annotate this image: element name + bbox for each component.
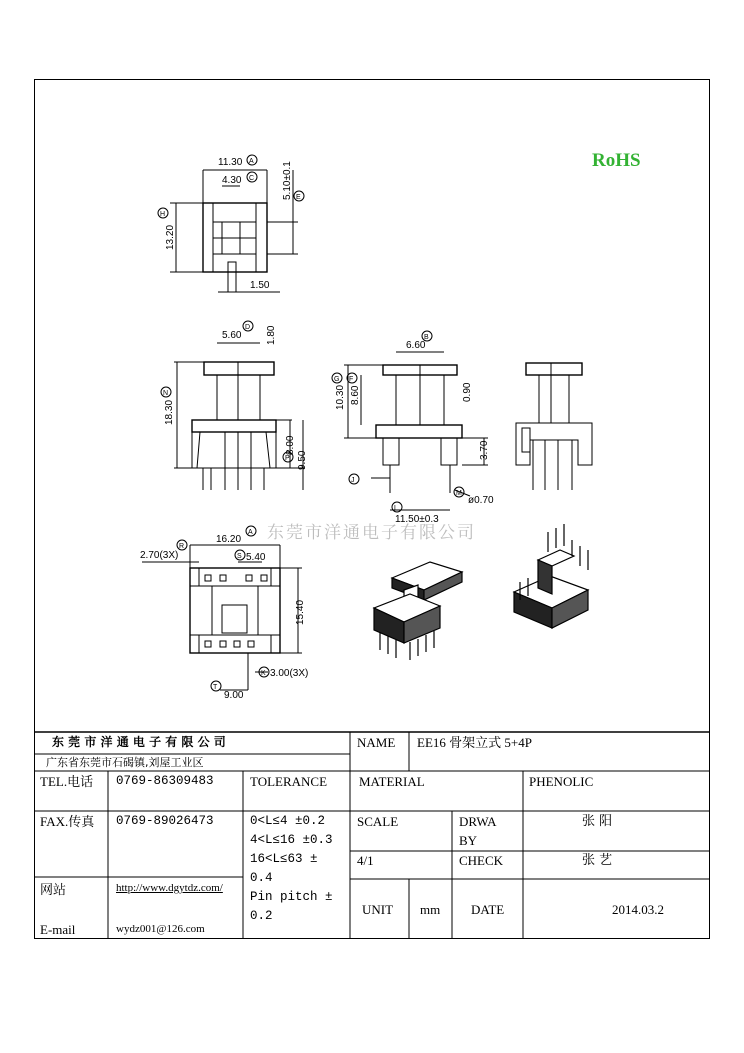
dim-front-pin: 9.50 bbox=[297, 450, 308, 470]
dim-top-pin: 1.50 bbox=[250, 280, 270, 291]
tag-top-e: E bbox=[296, 194, 301, 201]
tag-top-h: H bbox=[160, 211, 166, 218]
end-view bbox=[516, 363, 592, 490]
date-label: DATE bbox=[471, 902, 505, 917]
tel-value: 0769-86309483 bbox=[116, 774, 214, 788]
dim-bottom-slot: 2.70(3X) bbox=[140, 550, 179, 561]
check-value: 张 艺 bbox=[582, 853, 613, 868]
email-label: E-mail bbox=[40, 922, 76, 937]
dim-bottom-width: 16.20 bbox=[216, 534, 242, 545]
date-value: 2014.03.2 bbox=[612, 902, 664, 917]
dim-side-h-d: 3.70 bbox=[479, 440, 490, 460]
company-watermark: 东莞市洋通电子有限公司 bbox=[267, 523, 476, 543]
tolerance-line: 16<L≤63 ± bbox=[250, 852, 318, 866]
tolerance-line: 4<L≤16 ±0.3 bbox=[250, 833, 333, 847]
dim-front-flange: 1.80 bbox=[266, 325, 277, 345]
dim-side-core: 6.60 bbox=[406, 340, 426, 351]
dim-front-height: 18.30 bbox=[164, 399, 175, 425]
dim-side-h-a: 10.30 bbox=[335, 384, 346, 410]
tolerance-table bbox=[250, 812, 333, 926]
dim-side-pin-dia: ø0.70 bbox=[468, 495, 494, 506]
iso-view-1 bbox=[374, 562, 462, 660]
tag-front-n: N bbox=[163, 390, 169, 397]
dim-side-pitch: 11.50±0.3 bbox=[395, 514, 439, 525]
front-view bbox=[161, 321, 308, 490]
tag-side-g: G bbox=[334, 376, 340, 383]
tag-front-d: D bbox=[245, 324, 251, 331]
fax-label: FAX.传真 bbox=[40, 814, 95, 829]
email-value: wydz001@126.com bbox=[116, 923, 205, 935]
drawn-by-value: 张 阳 bbox=[582, 814, 613, 829]
tag-side-f: F bbox=[349, 376, 354, 383]
dim-top-slot: 5.10±0.1 bbox=[282, 161, 293, 200]
material-label: MATERIAL bbox=[359, 774, 425, 789]
bottom-view bbox=[140, 526, 308, 701]
tolerance-line: 0.4 bbox=[250, 871, 273, 885]
tag-top-a: A bbox=[249, 158, 254, 165]
tel-label: TEL.电话 bbox=[40, 774, 94, 789]
top-view bbox=[158, 155, 304, 292]
dim-top-width: 11.30 bbox=[218, 157, 243, 168]
dim-front-top: 5.60 bbox=[222, 330, 242, 341]
tag-bottom-r: R bbox=[179, 543, 185, 550]
website-label: 网站 bbox=[40, 882, 67, 897]
company-name: 东 莞 市 洋 通 电 子 有 限 公 司 bbox=[52, 735, 226, 749]
unit-value: mm bbox=[420, 902, 441, 917]
dim-bottom-pins: 9.00 bbox=[224, 690, 244, 701]
dim-side-h-b: 8.60 bbox=[350, 385, 361, 405]
tolerance-line: 0<L≤4 ±0.2 bbox=[250, 814, 326, 828]
dim-side-h-c: 0.90 bbox=[462, 382, 473, 402]
tag-side-j: J bbox=[351, 477, 355, 484]
side-view bbox=[332, 331, 494, 525]
part-name: EE16 骨架立式 5+4P bbox=[417, 735, 532, 750]
dim-front-base: 8.00 bbox=[285, 435, 296, 455]
tag-bottom-t: T bbox=[213, 684, 218, 691]
scale-label: SCALE bbox=[357, 814, 399, 829]
scale-value: 4/1 bbox=[357, 853, 374, 868]
dim-top-inner: 4.30 bbox=[222, 175, 242, 186]
company-address: 广东省东莞市石碣镇,刘屋工业区 bbox=[46, 756, 204, 769]
website-link[interactable]: http://www.dgytdz.com/ bbox=[116, 882, 223, 894]
tolerance-label: TOLERANCE bbox=[250, 774, 328, 789]
iso-view-2 bbox=[514, 524, 588, 628]
tolerance-line: 0.2 bbox=[250, 909, 273, 923]
drawn-by-label: DRWA BY bbox=[459, 814, 496, 848]
tag-bottom-a: A bbox=[248, 529, 253, 536]
dim-top-height: 13.20 bbox=[165, 224, 176, 250]
fax-value: 0769-89026473 bbox=[116, 814, 214, 828]
check-label: CHECK bbox=[459, 853, 504, 868]
dim-bottom-inner: 5.40 bbox=[246, 552, 266, 563]
tag-top-c: C bbox=[249, 175, 255, 182]
material-value: PHENOLIC bbox=[529, 774, 594, 789]
name-label: NAME bbox=[357, 735, 396, 750]
tag-side-b: B bbox=[424, 334, 429, 341]
dim-bottom-height: 15.40 bbox=[295, 599, 306, 625]
dim-bottom-pitch: 3.00(3X) bbox=[270, 668, 309, 679]
tolerance-line: Pin pitch ± bbox=[250, 890, 333, 904]
tag-side-l: L bbox=[394, 505, 398, 512]
tag-bottom-k: K bbox=[261, 670, 266, 677]
unit-label: UNIT bbox=[362, 902, 394, 917]
tag-bottom-s: S bbox=[237, 553, 242, 560]
rohs-mark: RoHS bbox=[592, 150, 641, 171]
tag-front-p: P bbox=[285, 455, 290, 462]
tag-side-m: M bbox=[456, 490, 462, 497]
